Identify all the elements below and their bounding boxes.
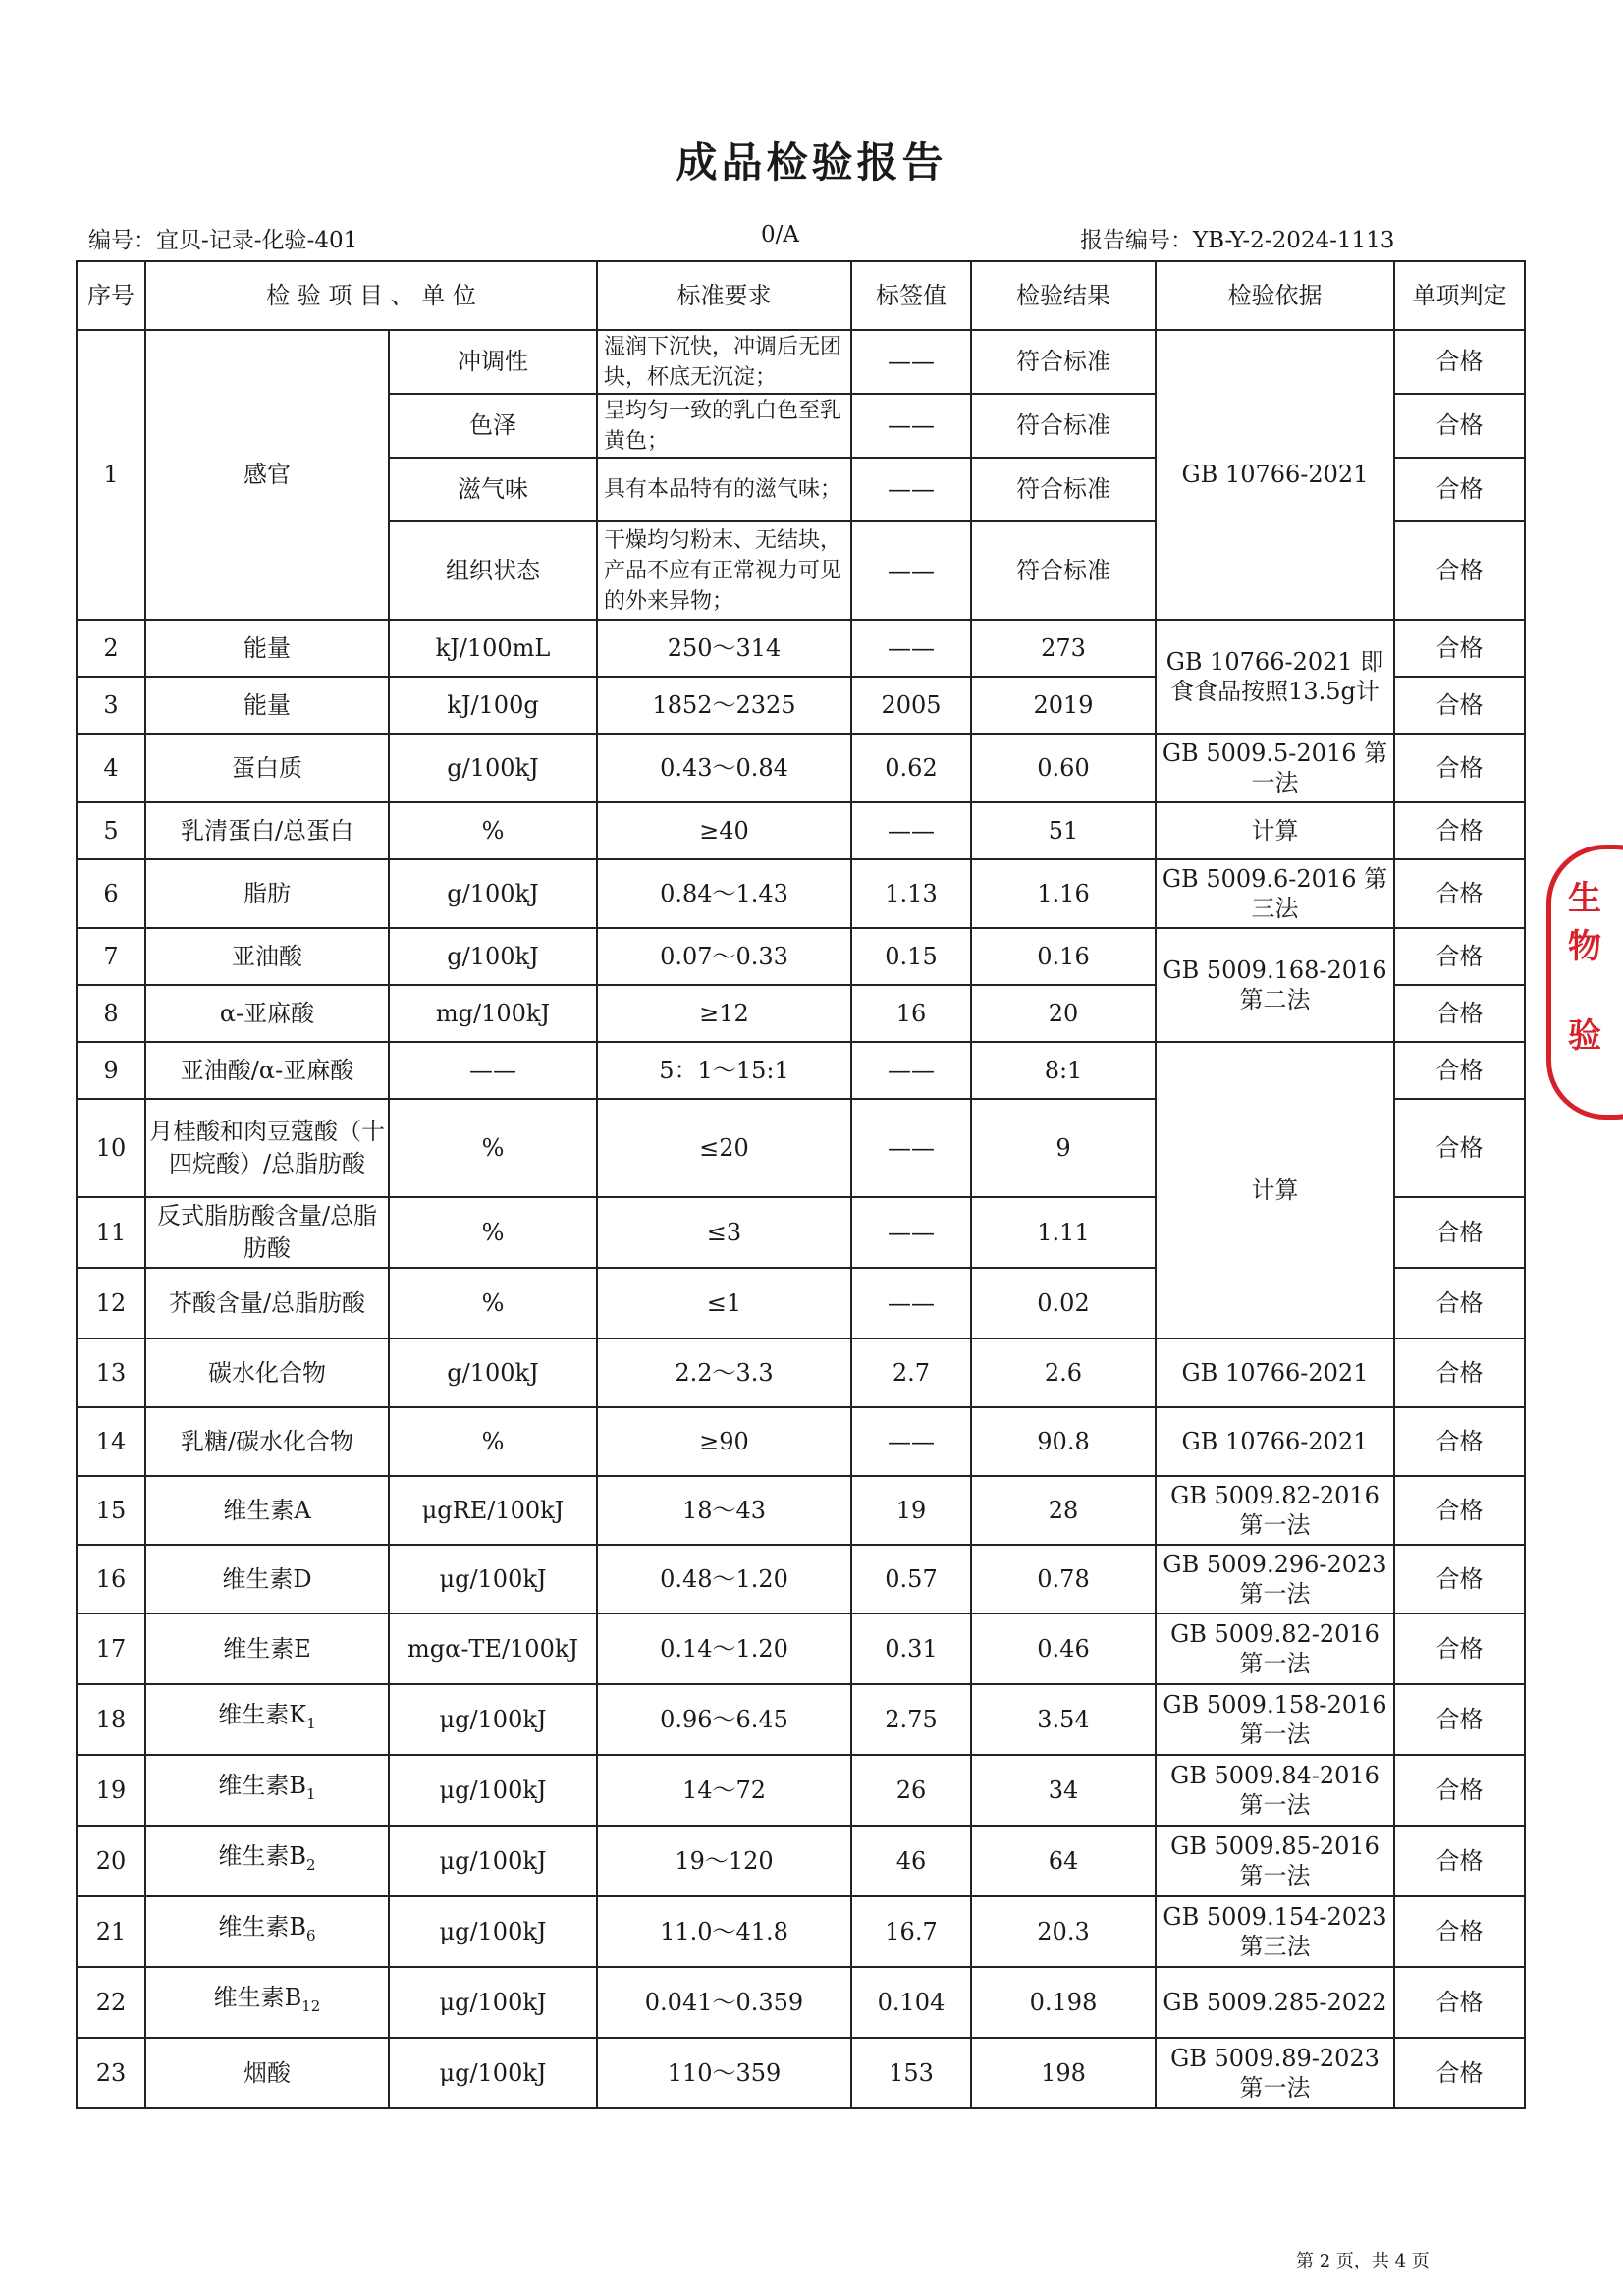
judgement: 合格 (1394, 394, 1525, 458)
judgement: 合格 (1394, 458, 1525, 521)
row-no: 7 (77, 928, 145, 985)
basis: GB 5009.6-2016 第三法 (1156, 859, 1394, 928)
item-name-text: 维生素E (223, 1634, 311, 1663)
result-value: 0.198 (971, 1967, 1156, 2038)
col-header-label-value: 标签值 (851, 261, 971, 330)
requirement: 2.2～3.3 (597, 1339, 851, 1407)
item-name (145, 1826, 389, 1896)
table-row (77, 1967, 1525, 2038)
row-no: 3 (77, 677, 145, 734)
row-no: 4 (77, 734, 145, 802)
judgement: 合格 (1394, 521, 1525, 620)
result-value: 符合标准 (971, 330, 1156, 394)
judgement: 合格 (1394, 1967, 1525, 2038)
item-name (145, 928, 389, 985)
basis: GB 5009.154-2023 第三法 (1156, 1896, 1394, 1967)
item-name-text: 维生素K (218, 1701, 307, 1729)
label-value: 2005 (851, 677, 971, 734)
judgement: 合格 (1394, 1613, 1525, 1684)
unit: mg/100kJ (389, 985, 597, 1042)
row-no: 13 (77, 1339, 145, 1407)
judgement: 合格 (1394, 1826, 1525, 1896)
result-value: 51 (971, 802, 1156, 859)
result-value: 64 (971, 1826, 1156, 1896)
result-value: 9 (971, 1099, 1156, 1197)
requirement: 干燥均匀粉末、无结块，产品不应有正常视力可见的外来异物； (597, 521, 851, 620)
item-name (145, 1755, 389, 1826)
requirement: 19～120 (597, 1826, 851, 1896)
judgement: 合格 (1394, 928, 1525, 985)
table-row (77, 1613, 1525, 1684)
label-value: 1.13 (851, 859, 971, 928)
item-name (145, 1476, 389, 1545)
item-subscript: 12 (301, 1996, 321, 2015)
row-no: 12 (77, 1268, 145, 1339)
judgement: 合格 (1394, 734, 1525, 802)
row-no: 10 (77, 1099, 145, 1197)
seal-text: 验 (1568, 1016, 1601, 1056)
requirement: 1852～2325 (597, 677, 851, 734)
requirement: 0.43～0.84 (597, 734, 851, 802)
requirement: 18～43 (597, 1476, 851, 1545)
judgement: 合格 (1394, 620, 1525, 677)
item-name: 色泽 (389, 394, 597, 458)
result-value: 1.11 (971, 1197, 1156, 1268)
result-value: 1.16 (971, 859, 1156, 928)
item-name-text: α-亚麻酸 (219, 999, 315, 1027)
result-value: 符合标准 (971, 521, 1156, 620)
item-name (145, 1684, 389, 1755)
item-name (145, 985, 389, 1042)
item-name-text: 维生素B (213, 1984, 302, 2012)
inspection-table (76, 260, 1526, 2109)
label-value: —— (851, 1407, 971, 1476)
unit: μg/100kJ (389, 1684, 597, 1755)
label-value: —— (851, 1268, 971, 1339)
label-value: —— (851, 1042, 971, 1099)
unit: —— (389, 1042, 597, 1099)
basis: 计算 (1156, 802, 1394, 859)
unit: % (389, 1407, 597, 1476)
row-no: 11 (77, 1197, 145, 1268)
row-no: 18 (77, 1684, 145, 1755)
table-row (77, 1476, 1525, 1545)
judgement: 合格 (1394, 1197, 1525, 1268)
row-no: 19 (77, 1755, 145, 1826)
unit: μg/100kJ (389, 1755, 597, 1826)
item-name-text: 能量 (243, 690, 291, 719)
requirement: ≤3 (597, 1197, 851, 1268)
judgement: 合格 (1394, 1896, 1525, 1967)
item-name (145, 1197, 389, 1268)
label-value: —— (851, 394, 971, 458)
label-value: —— (851, 330, 971, 394)
table-row (77, 1042, 1525, 1099)
basis: GB 5009.89-2023 第一法 (1156, 2038, 1394, 2108)
item-name-text: 维生素D (222, 1564, 312, 1593)
table-row (77, 1896, 1525, 1967)
col-header-basis: 检验依据 (1156, 261, 1394, 330)
result-value: 符合标准 (971, 394, 1156, 458)
table-row (77, 802, 1525, 859)
label-value: 26 (851, 1755, 971, 1826)
unit: kJ/100g (389, 677, 597, 734)
row-no: 2 (77, 620, 145, 677)
row-no: 17 (77, 1613, 145, 1684)
item-name: 冲调性 (389, 330, 597, 394)
version-label: 0/A (761, 222, 799, 247)
item-name: 滋气味 (389, 458, 597, 521)
label-value: 0.104 (851, 1967, 971, 2038)
basis: GB 10766-2021 (1156, 330, 1394, 620)
table-row (77, 734, 1525, 802)
item-name (145, 1099, 389, 1197)
table-row (77, 620, 1525, 677)
item-name-text: 乳清蛋白/总蛋白 (180, 816, 354, 845)
requirement: 0.14～1.20 (597, 1613, 851, 1684)
result-value: 0.16 (971, 928, 1156, 985)
row-no: 15 (77, 1476, 145, 1545)
unit: μg/100kJ (389, 1826, 597, 1896)
basis: GB 5009.5-2016 第一法 (1156, 734, 1394, 802)
label-value: 2.7 (851, 1339, 971, 1407)
row-no: 9 (77, 1042, 145, 1099)
result-value: 0.46 (971, 1613, 1156, 1684)
row-no: 23 (77, 2038, 145, 2108)
judgement: 合格 (1394, 1407, 1525, 1476)
row-no: 16 (77, 1545, 145, 1613)
col-header-item: 检 验 项 目 、 单 位 (145, 261, 597, 330)
col-header-requirement: 标准要求 (597, 261, 851, 330)
item-name: 组织状态 (389, 521, 597, 620)
item-name-text: 月桂酸和肉豆蔻酸（十四烷酸）/总脂肪酸 (149, 1118, 385, 1177)
label-value: 16.7 (851, 1896, 971, 1967)
requirement: ≥90 (597, 1407, 851, 1476)
requirement: 0.84～1.43 (597, 859, 851, 928)
judgement: 合格 (1394, 1476, 1525, 1545)
row-no: 14 (77, 1407, 145, 1476)
item-name (145, 734, 389, 802)
table-row (77, 1339, 1525, 1407)
label-value: —— (851, 802, 971, 859)
basis: GB 5009.82-2016 第一法 (1156, 1613, 1394, 1684)
requirement: 110～359 (597, 2038, 851, 2108)
item-name-text: 芥酸含量/总脂肪酸 (168, 1288, 366, 1317)
report-title: 成品检验报告 (676, 138, 947, 187)
requirement: ≥12 (597, 985, 851, 1042)
requirement: 0.96～6.45 (597, 1684, 851, 1755)
item-name-text: 维生素A (223, 1496, 311, 1524)
row-no: 1 (77, 330, 145, 620)
item-name-text: 维生素B (218, 1842, 307, 1871)
label-value: 0.15 (851, 928, 971, 985)
label-value: 2.75 (851, 1684, 971, 1755)
record-number: 编号：宜贝-记录-化验-401 (88, 228, 358, 253)
requirement: ≤1 (597, 1268, 851, 1339)
requirement: 具有本品特有的滋气味； (597, 458, 851, 521)
table-row (77, 1826, 1525, 1896)
label-value: —— (851, 1099, 971, 1197)
result-value: 20.3 (971, 1896, 1156, 1967)
item-name (145, 1967, 389, 2038)
requirement: 湿润下沉快，冲调后无团块，杯底无沉淀； (597, 330, 851, 394)
basis: GB 5009.168-2016 第二法 (1156, 928, 1394, 1042)
label-value: —— (851, 458, 971, 521)
requirement: 0.07～0.33 (597, 928, 851, 985)
table-row (77, 1407, 1525, 1476)
judgement: 合格 (1394, 859, 1525, 928)
item-name (145, 802, 389, 859)
table-row (77, 1684, 1525, 1755)
item-name-text: 碳水化合物 (208, 1358, 326, 1387)
unit: g/100kJ (389, 859, 597, 928)
table-row (77, 1545, 1525, 1613)
item-name (145, 1545, 389, 1613)
item-name (145, 1268, 389, 1339)
report-number: 报告编号：YB-Y-2-2024-1113 (1080, 228, 1395, 253)
item-name-text: 乳糖/碳水化合物 (180, 1427, 354, 1455)
item-subscript: 2 (306, 1855, 316, 1874)
judgement: 合格 (1394, 2038, 1525, 2108)
item-name-text: 亚油酸 (232, 942, 302, 970)
label-value: 46 (851, 1826, 971, 1896)
item-subscript: 1 (306, 1714, 316, 1732)
item-name-text: 维生素B (218, 1913, 307, 1941)
item-name-text: 亚油酸/α-亚麻酸 (180, 1056, 354, 1084)
item-name-text: 能量 (243, 633, 291, 662)
unit: kJ/100mL (389, 620, 597, 677)
col-header-no: 序号 (77, 261, 145, 330)
judgement: 合格 (1394, 802, 1525, 859)
judgement: 合格 (1394, 330, 1525, 394)
item-name (145, 2038, 389, 2108)
requirement: 250～314 (597, 620, 851, 677)
result-value: 90.8 (971, 1407, 1156, 1476)
seal-text: 生物 (1568, 879, 1601, 966)
item-name (145, 1407, 389, 1476)
row-no: 21 (77, 1896, 145, 1967)
label-value: —— (851, 1197, 971, 1268)
label-value: 0.31 (851, 1613, 971, 1684)
item-name (145, 1042, 389, 1099)
unit: g/100kJ (389, 734, 597, 802)
result-value: 0.60 (971, 734, 1156, 802)
basis: GB 10766-2021 即食食品按照13.5g计 (1156, 620, 1394, 734)
item-name (145, 1896, 389, 1967)
result-value: 34 (971, 1755, 1156, 1826)
unit: μg/100kJ (389, 1545, 597, 1613)
basis: GB 5009.296-2023 第一法 (1156, 1545, 1394, 1613)
table-header-row (77, 261, 1525, 330)
result-value: 198 (971, 2038, 1156, 2108)
item-subscript: 1 (306, 1784, 316, 1803)
basis: GB 5009.82-2016 第一法 (1156, 1476, 1394, 1545)
col-header-judgement: 单项判定 (1394, 261, 1525, 330)
item-name-text: 蛋白质 (232, 753, 302, 782)
judgement: 合格 (1394, 1042, 1525, 1099)
row-no: 6 (77, 859, 145, 928)
label-value: 153 (851, 2038, 971, 2108)
unit: % (389, 1197, 597, 1268)
judgement: 合格 (1394, 1268, 1525, 1339)
label-value: 0.57 (851, 1545, 971, 1613)
unit: % (389, 1268, 597, 1339)
result-value: 3.54 (971, 1684, 1156, 1755)
result-value: 2019 (971, 677, 1156, 734)
requirement: 0.48～1.20 (597, 1545, 851, 1613)
row-no: 8 (77, 985, 145, 1042)
row-no: 22 (77, 1967, 145, 2038)
requirement: ≥40 (597, 802, 851, 859)
requirement: 0.041～0.359 (597, 1967, 851, 2038)
judgement: 合格 (1394, 1099, 1525, 1197)
label-value: —— (851, 620, 971, 677)
basis: GB 5009.158-2016 第一法 (1156, 1684, 1394, 1755)
table-row (77, 928, 1525, 985)
result-value: 0.78 (971, 1545, 1156, 1613)
row-no: 20 (77, 1826, 145, 1896)
basis: GB 5009.285-2022 (1156, 1967, 1394, 2038)
judgement: 合格 (1394, 1755, 1525, 1826)
result-value: 0.02 (971, 1268, 1156, 1339)
unit: μg/100kJ (389, 1896, 597, 1967)
basis: GB 5009.84-2016 第一法 (1156, 1755, 1394, 1826)
unit: % (389, 1099, 597, 1197)
requirement: 11.0～41.8 (597, 1896, 851, 1967)
item-name-text: 脂肪 (243, 879, 291, 907)
requirement: 5：1～15:1 (597, 1042, 851, 1099)
basis: GB 10766-2021 (1156, 1407, 1394, 1476)
unit: % (389, 802, 597, 859)
result-value: 28 (971, 1476, 1156, 1545)
basis: GB 10766-2021 (1156, 1339, 1394, 1407)
label-value: 16 (851, 985, 971, 1042)
col-header-result: 检验结果 (971, 261, 1156, 330)
row-no: 5 (77, 802, 145, 859)
basis: GB 5009.85-2016 第一法 (1156, 1826, 1394, 1896)
item-name-text: 烟酸 (243, 2058, 291, 2087)
requirement: ≤20 (597, 1099, 851, 1197)
requirement: 14～72 (597, 1755, 851, 1826)
item-name (145, 1339, 389, 1407)
item-name (145, 620, 389, 677)
page-footer: 第 2 页，共 4 页 (1296, 2251, 1430, 2271)
sensory-group: 感官 (145, 330, 389, 620)
item-name (145, 1613, 389, 1684)
unit: μg/100kJ (389, 1967, 597, 2038)
table-row (77, 859, 1525, 928)
result-value: 8:1 (971, 1042, 1156, 1099)
unit: μgRE/100kJ (389, 1476, 597, 1545)
label-value: 19 (851, 1476, 971, 1545)
judgement: 合格 (1394, 1545, 1525, 1613)
unit: μg/100kJ (389, 2038, 597, 2108)
result-value: 2.6 (971, 1339, 1156, 1407)
unit: g/100kJ (389, 928, 597, 985)
item-name (145, 677, 389, 734)
judgement: 合格 (1394, 985, 1525, 1042)
judgement: 合格 (1394, 1339, 1525, 1407)
judgement: 合格 (1394, 677, 1525, 734)
table-row (77, 2038, 1525, 2108)
result-value: 273 (971, 620, 1156, 677)
basis: 计算 (1156, 1042, 1394, 1339)
unit: g/100kJ (389, 1339, 597, 1407)
table-row (77, 1755, 1525, 1826)
label-value: 0.62 (851, 734, 971, 802)
item-name (145, 859, 389, 928)
judgement: 合格 (1394, 1684, 1525, 1755)
requirement: 呈均匀一致的乳白色至乳黄色； (597, 394, 851, 458)
unit: mgα-TE/100kJ (389, 1613, 597, 1684)
item-name-text: 反式脂肪酸含量/总脂肪酸 (156, 1202, 378, 1262)
item-name-text: 维生素B (218, 1772, 307, 1800)
result-value: 符合标准 (971, 458, 1156, 521)
item-subscript: 6 (306, 1926, 316, 1944)
table-row (77, 330, 1525, 394)
label-value: —— (851, 521, 971, 620)
result-value: 20 (971, 985, 1156, 1042)
